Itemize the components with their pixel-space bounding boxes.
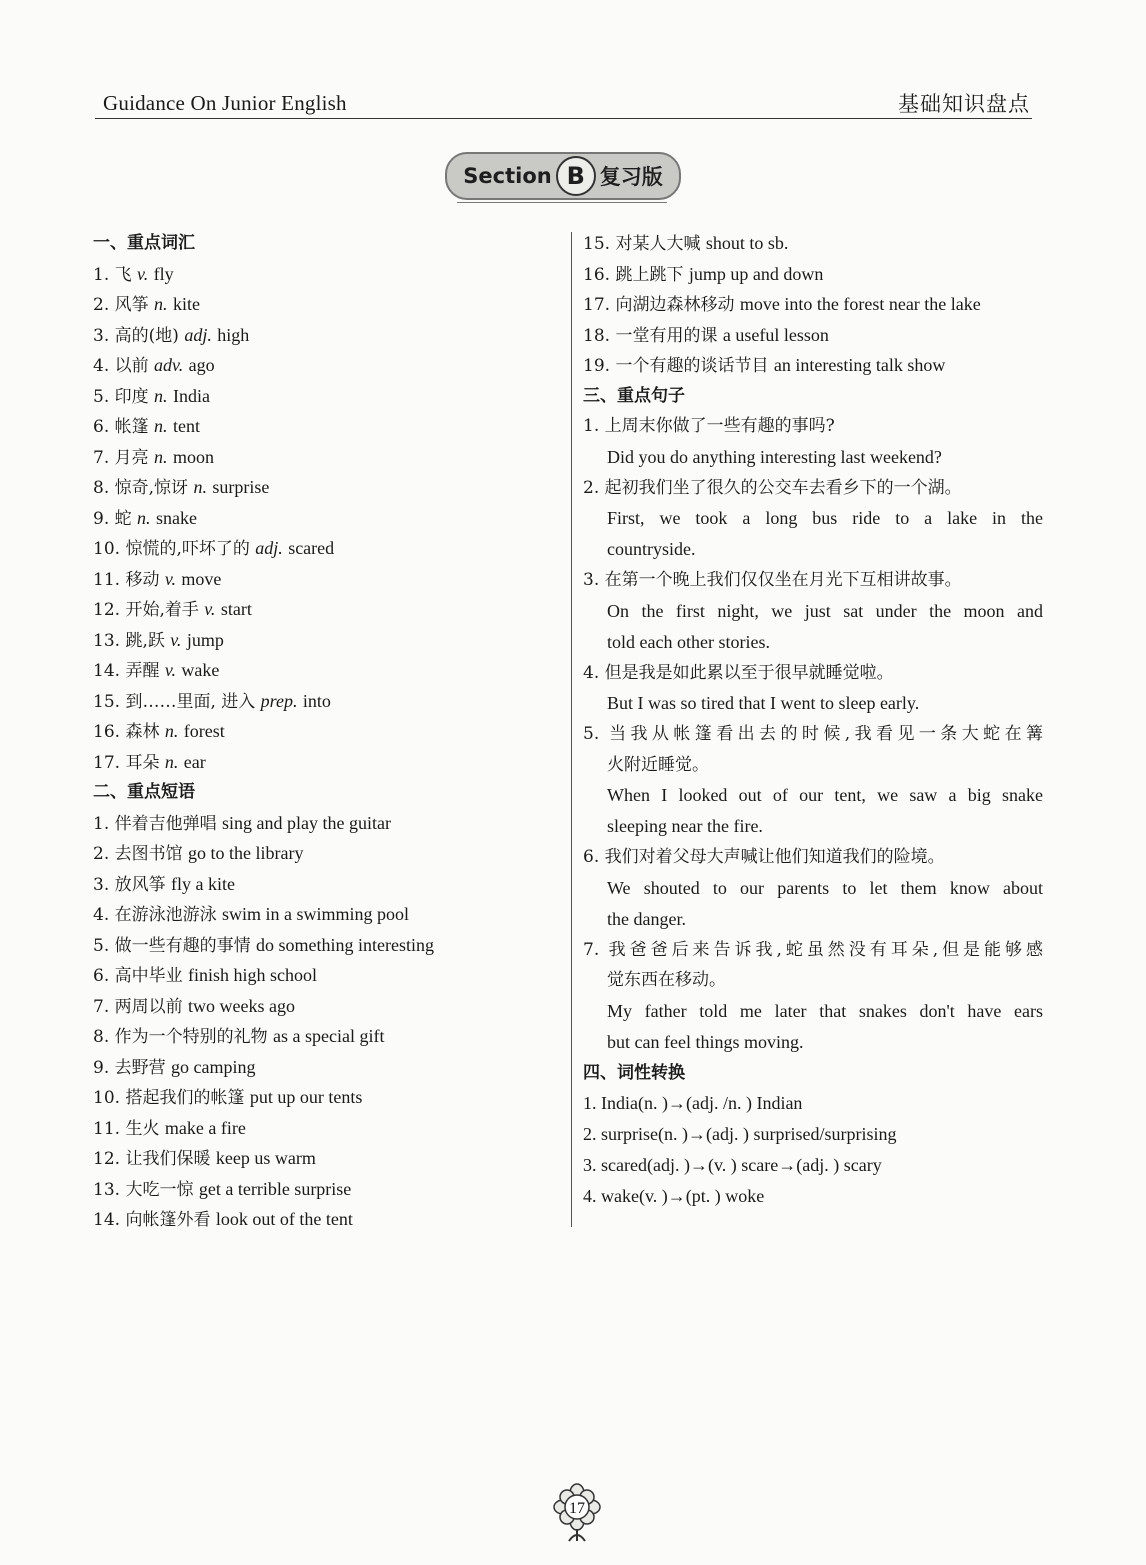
- flower-stem: [569, 1529, 585, 1541]
- item-number: 15.: [93, 691, 121, 712]
- sentence-item: [583, 411, 1043, 473]
- chinese-phrase: 两周以前: [114, 996, 183, 1017]
- english-term: fly: [153, 263, 174, 284]
- vocab-list: [93, 259, 553, 778]
- item-number: 9.: [93, 1057, 110, 1078]
- chinese-sentence-line: [583, 842, 1043, 873]
- badge-prefix: Section: [463, 164, 552, 188]
- english-sentence-line: We shouted to our parents to let them know about: [607, 877, 1043, 898]
- phrase-item: [93, 960, 553, 991]
- phrase-item: [93, 899, 553, 930]
- chinese-term: 惊奇,惊讶: [114, 478, 189, 498]
- part-of-speech: adv.: [154, 355, 184, 375]
- chinese-text: 但是我是如此累以至于很早就睡觉啦。: [604, 662, 894, 683]
- phrase-item: [93, 1204, 553, 1235]
- chinese-phrase: 去图书馆: [114, 844, 183, 864]
- item-number: 2.: [93, 295, 110, 315]
- item-number: 2.: [93, 844, 110, 864]
- part-of-speech: prep.: [260, 690, 298, 711]
- phrases-title: 二、重点短语: [93, 782, 195, 802]
- english-term: into: [302, 690, 331, 711]
- phrase-item: [93, 991, 553, 1022]
- part-of-speech: n.: [154, 294, 168, 314]
- english-term: jump: [186, 629, 224, 650]
- english-phrase: jump up and down: [688, 263, 824, 284]
- phrase-item: [93, 1143, 553, 1174]
- item-number: 15.: [583, 234, 611, 254]
- chinese-phrase: 一个有趣的谈话节目: [615, 356, 769, 376]
- transform-item: 3. scared(adj. )→(v. ) scare→(adj. ) scary: [583, 1155, 882, 1175]
- transform-list: [583, 1088, 1043, 1212]
- item-number: 11.: [93, 569, 121, 590]
- phrase-item: [583, 350, 1043, 381]
- english-phrase: move into the forest near the lake: [739, 294, 981, 314]
- english-term: move: [181, 568, 222, 589]
- part-of-speech: n.: [193, 477, 207, 497]
- english-term: surprise: [212, 477, 270, 497]
- english-phrase: sing and play the guitar: [222, 812, 392, 833]
- item-number: 1.: [93, 264, 110, 285]
- chinese-sentence-line: [583, 965, 1043, 996]
- chinese-term: 风筝: [114, 295, 149, 315]
- english-term: forest: [183, 721, 225, 741]
- sentences-title: 三、重点句子: [583, 385, 685, 406]
- vocab-item: [93, 564, 553, 595]
- part-of-speech: n.: [154, 385, 168, 406]
- sentence-item: [583, 842, 1043, 935]
- phrase-item: [583, 289, 1043, 320]
- chinese-term: 印度: [114, 386, 149, 407]
- phrase-item: [93, 838, 553, 869]
- item-number: 12.: [93, 600, 121, 620]
- english-term: moon: [172, 446, 214, 467]
- item-number: 5.: [583, 724, 600, 744]
- vocab-item: [93, 503, 553, 534]
- vocab-item: [93, 625, 553, 656]
- vocab-item: [93, 350, 553, 381]
- chinese-text: 上周末你做了一些有趣的事吗?: [604, 416, 835, 436]
- english-term: snake: [155, 507, 197, 528]
- chinese-sentence-line: [583, 935, 1043, 966]
- english-sentence-line: My father told me later that snakes don't have ears: [607, 1000, 1043, 1021]
- item-number: 6.: [583, 847, 600, 867]
- chinese-term: 飞: [114, 264, 132, 285]
- item-number: 13.: [93, 1179, 121, 1200]
- chinese-term: 帐篷: [114, 417, 149, 437]
- phrase-list-right: [583, 228, 1043, 381]
- chinese-phrase: 向帐篷外看: [125, 1210, 211, 1230]
- item-number: 12.: [93, 1149, 121, 1169]
- vocab-item: [93, 716, 553, 747]
- english-sentence-line: but can feel things moving.: [607, 1031, 804, 1052]
- phrase-item: [93, 1113, 553, 1144]
- chinese-sentence-line: [583, 565, 1043, 596]
- english-phrase: fly a kite: [171, 873, 236, 894]
- english-term: ago: [188, 355, 215, 375]
- vocab-item: [93, 320, 553, 351]
- vocab-item: [93, 442, 553, 473]
- chinese-term: 到……里面, 进入: [125, 691, 256, 712]
- header-rule: [95, 118, 1032, 119]
- english-term: scared: [288, 538, 335, 558]
- phrase-item: [93, 1082, 553, 1113]
- book-title: Guidance On Junior English: [103, 91, 347, 115]
- item-number: 7.: [93, 996, 110, 1017]
- english-phrase: a useful lesson: [722, 324, 829, 345]
- item-number: 8.: [93, 478, 110, 498]
- phrase-item: [583, 320, 1043, 351]
- phrase-item: [93, 808, 553, 839]
- chinese-text: 我爸爸后来告诉我,蛇虽然没有耳朵,但是能够感: [608, 939, 1043, 960]
- english-term: high: [217, 324, 250, 345]
- item-number: 5.: [93, 386, 110, 407]
- sentence-list: [583, 411, 1043, 1058]
- sentence-item: [583, 719, 1043, 842]
- item-number: 3.: [583, 570, 600, 590]
- chinese-sentence-line: [583, 658, 1043, 689]
- transform-item: 1. India(n. )→(adj. /n. ) Indian: [583, 1093, 803, 1113]
- phrase-list-left: [93, 808, 553, 1235]
- phrase-item: [583, 259, 1043, 290]
- section-badge-pill: [445, 152, 681, 200]
- transform-item: 2. surprise(n. )→(adj. ) surprised/surprising: [583, 1124, 897, 1144]
- sentence-item: [583, 473, 1043, 566]
- chinese-phrase: 一堂有用的课: [615, 325, 718, 346]
- chinese-term: 跳,跃: [125, 630, 165, 651]
- english-sentence-line: told each other stories.: [607, 631, 770, 652]
- english-sentence-line: countryside.: [607, 539, 696, 559]
- english-phrase: an interesting talk show: [773, 355, 946, 375]
- vocab-item: [93, 289, 553, 320]
- english-phrase: look out of the tent: [215, 1209, 353, 1229]
- chinese-text: 觉东西在移动。: [607, 970, 726, 990]
- vocab-item: [93, 533, 553, 564]
- chinese-phrase: 搭起我们的帐篷: [125, 1088, 245, 1108]
- page-number: 17: [569, 1500, 585, 1517]
- chinese-term: 高的(地): [114, 325, 179, 346]
- english-term: wake: [181, 660, 220, 680]
- chinese-sentence-line: [583, 719, 1043, 750]
- vocab-title: 一、重点词汇: [93, 233, 195, 253]
- chinese-term: 蛇: [114, 508, 132, 529]
- item-number: 14.: [93, 1210, 121, 1230]
- badge-suffix: 复习版: [599, 165, 663, 189]
- english-phrase: two weeks ago: [188, 995, 296, 1016]
- item-number: 7.: [583, 939, 600, 960]
- english-sentence-line: Did you do anything interesting last weekend?: [607, 446, 942, 467]
- part-of-speech: v.: [164, 568, 177, 589]
- english-phrase: finish high school: [188, 965, 318, 985]
- part-of-speech: v.: [204, 599, 216, 619]
- item-number: 13.: [93, 630, 121, 651]
- item-number: 2.: [583, 477, 600, 498]
- chinese-term: 开始,着手: [125, 600, 199, 620]
- chinese-term: 弄醒: [125, 661, 160, 681]
- sentence-item: [583, 935, 1043, 1058]
- english-term: tent: [172, 416, 200, 436]
- item-number: 11.: [93, 1118, 121, 1139]
- english-sentence-line: First, we took a long bus ride to a lake in the: [607, 508, 1043, 528]
- chinese-sentence-line: [583, 411, 1043, 442]
- part-of-speech: n.: [164, 751, 179, 772]
- phrase-item: [93, 1174, 553, 1205]
- left-column: [93, 228, 553, 1235]
- part-of-speech: n.: [154, 416, 168, 436]
- chinese-phrase: 作为一个特别的礼物: [114, 1027, 268, 1047]
- item-number: 10.: [93, 1088, 121, 1108]
- part-of-speech: n.: [137, 507, 151, 528]
- chinese-phrase: 向湖边森林移动: [615, 295, 735, 315]
- chinese-phrase: 伴着吉他弹唱: [114, 813, 217, 834]
- english-phrase: get a terrible surprise: [198, 1178, 352, 1199]
- english-phrase: shout to sb.: [705, 233, 789, 253]
- english-phrase: do something interesting: [256, 934, 435, 955]
- sentence-item: [583, 565, 1043, 658]
- item-number: 16.: [93, 722, 121, 742]
- item-number: 16.: [583, 264, 611, 285]
- vocab-item: [93, 655, 553, 686]
- english-sentence-line: But I was so tired that I went to sleep early.: [607, 693, 920, 713]
- phrase-item: [93, 1052, 553, 1083]
- chinese-text: 火附近睡觉。: [607, 754, 709, 775]
- part-of-speech: adj.: [184, 324, 212, 345]
- transform-title: 四、词性转换: [583, 1062, 685, 1083]
- english-term: ear: [183, 751, 206, 772]
- chinese-text: 起初我们坐了很久的公交车去看乡下的一个湖。: [604, 477, 962, 498]
- vocab-item: [93, 411, 553, 442]
- item-number: 7.: [93, 447, 110, 468]
- section-badge: [445, 150, 685, 208]
- item-number: 14.: [93, 661, 121, 681]
- item-number: 4.: [93, 905, 110, 925]
- item-number: 6.: [93, 417, 110, 437]
- english-sentence-line: the danger.: [607, 908, 686, 929]
- item-number: 9.: [93, 508, 110, 529]
- chinese-phrase: 去野营: [114, 1057, 166, 1078]
- phrase-item: [93, 930, 553, 961]
- transform-item: 4. wake(v. )→(pt. ) woke: [583, 1186, 765, 1206]
- english-phrase: keep us warm: [215, 1148, 316, 1168]
- item-number: 4.: [583, 662, 600, 683]
- badge-underline: [457, 202, 667, 203]
- english-sentence-line: On the first night, we just sat under the moon and: [607, 600, 1043, 621]
- item-number: 17.: [93, 752, 121, 773]
- item-number: 8.: [93, 1027, 110, 1047]
- phrase-item: [93, 869, 553, 900]
- english-phrase: go camping: [171, 1056, 256, 1077]
- english-phrase: go to the library: [188, 843, 304, 863]
- chinese-phrase: 放风筝: [114, 874, 166, 895]
- right-column: [583, 228, 1043, 1212]
- item-number: 3.: [93, 874, 110, 895]
- item-number: 3.: [93, 325, 110, 346]
- page-number-flower: [547, 1483, 607, 1543]
- chinese-text: 我们对着父母大声喊让他们知道我们的险境。: [604, 847, 945, 867]
- item-number: 6.: [93, 966, 110, 986]
- item-number: 5.: [93, 935, 110, 956]
- chinese-phrase: 生火: [125, 1118, 160, 1139]
- chinese-phrase: 对某人大喊: [615, 234, 701, 254]
- english-term: start: [220, 599, 252, 619]
- english-sentence-line: When I looked out of our tent, we saw a big snake: [607, 785, 1043, 805]
- chinese-term: 耳朵: [125, 752, 160, 773]
- phrase-item: [583, 228, 1043, 259]
- item-number: 17.: [583, 295, 611, 315]
- english-phrase: swim in a swimming pool: [222, 904, 410, 924]
- chinese-text: 在第一个晚上我们仅仅坐在月光下互相讲故事。: [604, 570, 962, 590]
- vocab-item: [93, 594, 553, 625]
- chinese-phrase: 大吃一惊: [125, 1179, 194, 1200]
- chinese-sentence-line: [583, 750, 1043, 781]
- english-phrase: make a fire: [164, 1117, 246, 1138]
- item-number: 10.: [93, 539, 121, 559]
- item-number: 18.: [583, 325, 611, 346]
- chinese-phrase: 跳上跳下: [615, 264, 684, 285]
- part-of-speech: v.: [137, 263, 149, 284]
- item-number: 4.: [93, 356, 110, 376]
- item-number: 19.: [583, 356, 611, 376]
- part-of-speech: n.: [164, 721, 179, 741]
- chinese-phrase: 让我们保暖: [125, 1149, 211, 1169]
- english-term: kite: [172, 294, 200, 314]
- chinese-phrase: 高中毕业: [114, 966, 183, 986]
- chinese-sentence-line: [583, 473, 1043, 504]
- english-term: India: [172, 385, 210, 406]
- vocab-item: [93, 472, 553, 503]
- chinese-phrase: 做一些有趣的事情: [114, 935, 251, 956]
- chinese-term: 森林: [125, 722, 160, 742]
- column-divider: [571, 232, 572, 1227]
- section-title: 基础知识盘点: [898, 92, 1030, 116]
- item-number: 1.: [93, 813, 110, 834]
- part-of-speech: v.: [170, 629, 182, 650]
- chinese-term: 惊慌的,吓坏了的: [125, 539, 250, 559]
- chinese-term: 以前: [114, 356, 149, 376]
- vocab-item: [93, 381, 553, 412]
- vocab-item: [93, 686, 553, 717]
- english-sentence-line: sleeping near the fire.: [607, 816, 763, 836]
- item-number: 1.: [583, 416, 600, 436]
- chinese-term: 月亮: [114, 447, 149, 468]
- part-of-speech: n.: [154, 446, 168, 467]
- badge-letter: B: [556, 156, 596, 196]
- english-phrase: put up our tents: [249, 1087, 363, 1107]
- chinese-term: 移动: [125, 569, 160, 590]
- vocab-item: [93, 747, 553, 778]
- english-phrase: as a special gift: [273, 1026, 385, 1046]
- chinese-text: 当我从帐篷看出去的时候,我看见一条大蛇在篝: [609, 724, 1044, 744]
- sentence-item: [583, 658, 1043, 720]
- phrase-item: [93, 1021, 553, 1052]
- part-of-speech: adj.: [255, 538, 283, 558]
- chinese-phrase: 在游泳池游泳: [114, 905, 217, 925]
- part-of-speech: v.: [164, 660, 177, 680]
- vocab-item: [93, 259, 553, 290]
